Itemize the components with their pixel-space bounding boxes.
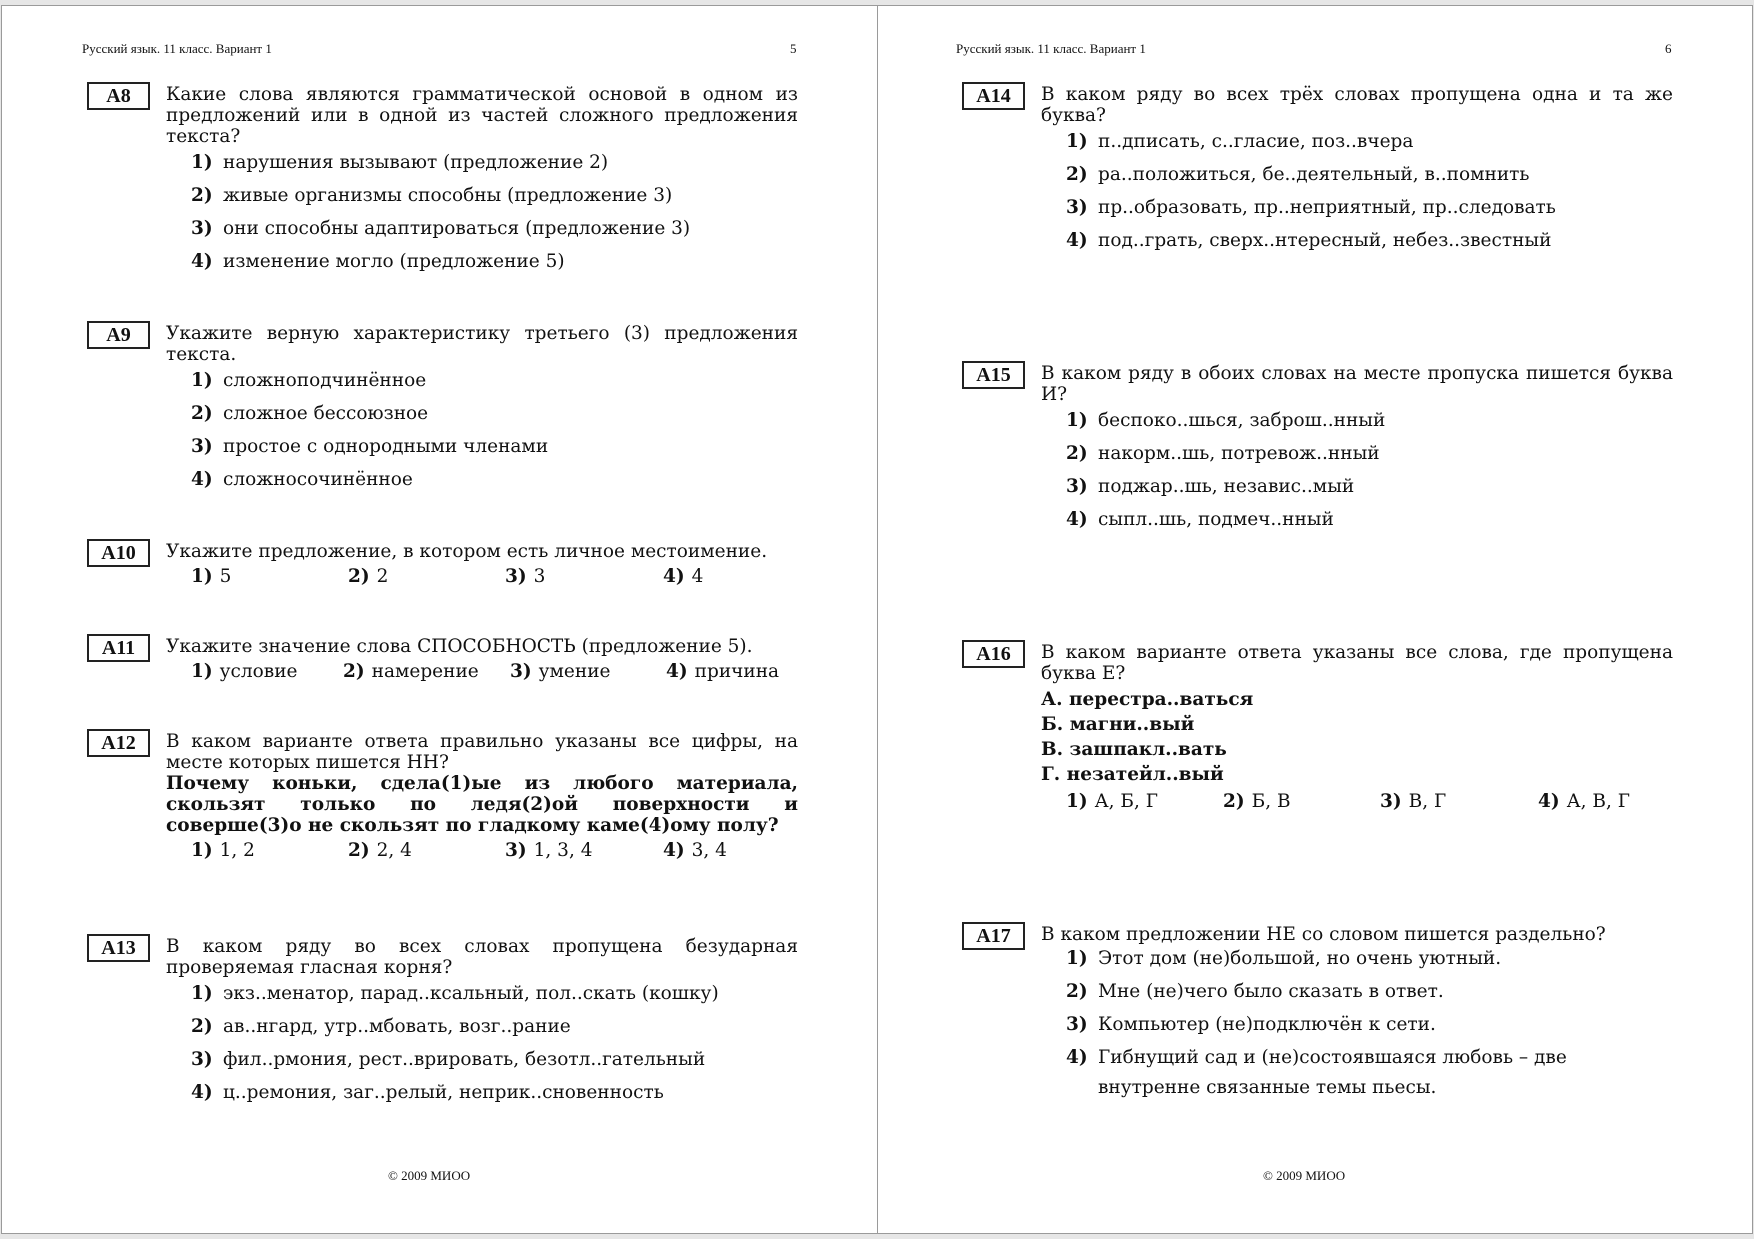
options-row	[166, 566, 798, 596]
task-label: A12	[87, 729, 150, 757]
option: 2) намерение	[343, 661, 479, 682]
option: 3) Компьютер (не)подключён к сети.	[1066, 1014, 1436, 1035]
option: 2) живые организмы способны (предложение 3)	[191, 185, 673, 206]
task-question: В каком варианте ответа правильно указаны все цифры, на месте которых пишется НН?	[166, 731, 798, 773]
task-label: A15	[962, 361, 1025, 389]
option: 1) А, Б, Г	[1066, 791, 1159, 812]
task-question: В каком предложении НЕ со словом пишется раздельно?	[1041, 924, 1606, 945]
option: 4) А, В, Г	[1538, 791, 1631, 812]
option: 1) 5	[191, 566, 232, 587]
task-label: A11	[87, 634, 150, 662]
task-label: A16	[962, 640, 1025, 668]
option: 2) накорм..шь, потревож..нный	[1066, 443, 1380, 464]
options-list	[166, 984, 798, 1116]
option: 4) сыпл..шь, подмеч..нный	[1066, 509, 1334, 530]
option: 4) ц..ремония, заг..релый, неприк..сновенность	[191, 1082, 664, 1103]
option: 4) под..грать, сверх..нтересный, небез..звестный	[1066, 230, 1552, 251]
option: 1) Этот дом (не)большой, но очень уютный.	[1066, 948, 1502, 969]
option: 3) 3	[505, 566, 546, 587]
option: 1) условие	[191, 661, 298, 682]
page-number: 6	[1665, 41, 1672, 56]
option: 3) умение	[510, 661, 611, 682]
option: 2) Б, В	[1223, 791, 1291, 812]
option: 2) 2, 4	[348, 840, 412, 861]
task-sentence: Почему коньки, сдела(1)ые из любого материала, скользят только по ледя(2)ой поверхности и соверше(3)о не скользят по гладкому каме(4)ому полу?	[166, 773, 798, 836]
option: 4) 4	[663, 566, 704, 587]
option: 2) ав..нгард, утр..мбовать, возг..рание	[191, 1016, 571, 1037]
task-question: Укажите предложение, в котором есть личное местоимение.	[166, 541, 768, 562]
left-page	[1, 5, 878, 1234]
option: 4) Гибнущий сад и (не)состоявшаяся любовь – две внутренне связанные темы пьесы.	[1066, 1047, 1567, 1098]
task-question: В каком ряду в обоих словах на месте пропуска пишется буква И?	[1041, 363, 1673, 405]
task-label: A9	[87, 321, 150, 349]
option: 3) В, Г	[1380, 791, 1447, 812]
option: 2) сложное бессоюзное	[191, 403, 429, 424]
option: 1) 1, 2	[191, 840, 255, 861]
word-list	[1041, 687, 1673, 787]
task-question: Укажите значение слова СПОСОБНОСТЬ (предложение 5).	[166, 636, 753, 657]
running-header: Русский язык. 11 класс. Вариант 1	[82, 41, 272, 56]
options-row	[166, 661, 798, 691]
word-item: А. перестра..ваться	[1041, 689, 1254, 710]
page-footer: © 2009 МИОО	[388, 1168, 471, 1183]
task-question: В каком ряду во всех словах пропущена безударная проверяемая гласная корня?	[166, 936, 798, 978]
word-item: Б. магни..вый	[1041, 714, 1195, 735]
options-row	[1041, 791, 1673, 821]
option: 2) 2	[348, 566, 389, 587]
page-footer: © 2009 МИОО	[1263, 1168, 1346, 1183]
option: 3) поджар..шь, независ..мый	[1066, 476, 1355, 497]
option: 3) простое с однородными членами	[191, 436, 549, 457]
options-list	[1041, 411, 1673, 543]
page-number: 5	[790, 41, 797, 56]
option: 1) п..дписать, с..гласие, поз..вчера	[1066, 131, 1414, 152]
option: 3) 1, 3, 4	[505, 840, 593, 861]
option: 1) нарушения вызывают (предложение 2)	[191, 152, 609, 173]
running-header: Русский язык. 11 класс. Вариант 1	[956, 41, 1146, 56]
option: 4) причина	[666, 661, 780, 682]
option: 3) фил..рмония, рест..врировать, безотл..гательный	[191, 1049, 706, 1070]
task-label: A17	[962, 922, 1025, 950]
right-page	[877, 5, 1753, 1234]
option: 4) 3, 4	[663, 840, 727, 861]
task-label: A13	[87, 934, 150, 962]
option: 1) беспоко..шься, заброш..нный	[1066, 410, 1386, 431]
task-question: Укажите верную характеристику третьего (3) предложения текста.	[166, 323, 798, 365]
option: 3) они способны адаптироваться (предложение 3)	[191, 218, 691, 239]
task-label: A8	[87, 82, 150, 110]
word-item: Г. незатейл..вый	[1041, 764, 1224, 785]
word-item: В. зашпакл..вать	[1041, 739, 1227, 760]
option: 2) Мне (не)чего было сказать в ответ.	[1066, 981, 1444, 1002]
task-question: В каком варианте ответа указаны все слова, где пропущена буква Е?	[1041, 642, 1673, 684]
options-list	[166, 153, 798, 285]
option: 4) изменение могло (предложение 5)	[191, 251, 565, 272]
options-list	[1041, 132, 1673, 264]
option: 4) сложносочинённое	[191, 469, 413, 490]
option: 2) ра..положиться, бе..деятельный, в..помнить	[1066, 164, 1530, 185]
option: 1) сложноподчинённое	[191, 370, 427, 391]
task-label: A10	[87, 539, 150, 567]
task-question: В каком ряду во всех трёх словах пропущена одна и та же буква?	[1041, 84, 1673, 126]
options-list	[166, 371, 798, 503]
task-label: A14	[962, 82, 1025, 110]
option: 1) экз..менатор, парад..ксальный, пол..скать (кошку)	[191, 983, 719, 1004]
options-list	[1041, 949, 1673, 1108]
option: 3) пр..образовать, пр..неприятный, пр..следовать	[1066, 197, 1556, 218]
options-row	[166, 840, 798, 870]
task-question: Какие слова являются грамматической основой в одном из предложений или в одной из частей сложного предложения текста?	[166, 84, 798, 147]
